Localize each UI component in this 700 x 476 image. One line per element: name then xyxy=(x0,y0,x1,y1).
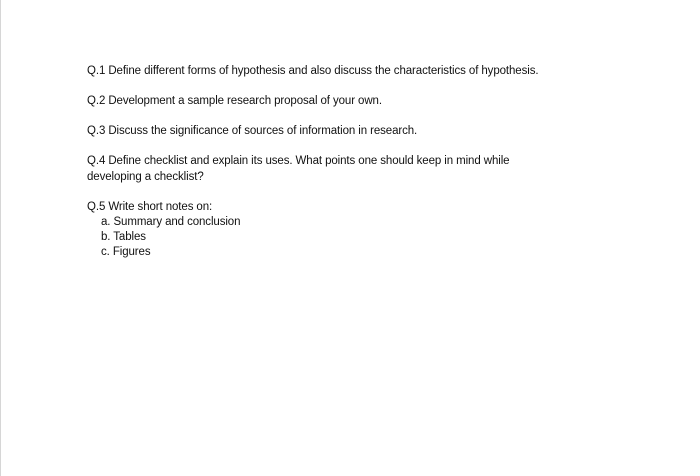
short-note-item-a: a. Summary and conclusion xyxy=(101,216,241,228)
question-2: Q.2 Development a sample research proposal of your own. xyxy=(87,95,382,107)
question-5: Q.5 Write short notes on: xyxy=(87,201,213,213)
short-note-item-c: c. Figures xyxy=(101,246,151,258)
question-4: Q.4 Define checklist and explain its uses. What points one should keep in mind while developing a checklist? xyxy=(87,155,510,183)
question-3: Q.3 Discuss the significance of sources of information in research. xyxy=(87,125,418,137)
short-note-item-b: b. Tables xyxy=(101,231,146,243)
question-list xyxy=(87,63,647,260)
question-1: Q.1 Define different forms of hypothesis and also discuss the characteristics of hypothesis. xyxy=(87,65,539,77)
short-notes-list xyxy=(87,215,647,260)
question-5-block xyxy=(87,199,647,260)
